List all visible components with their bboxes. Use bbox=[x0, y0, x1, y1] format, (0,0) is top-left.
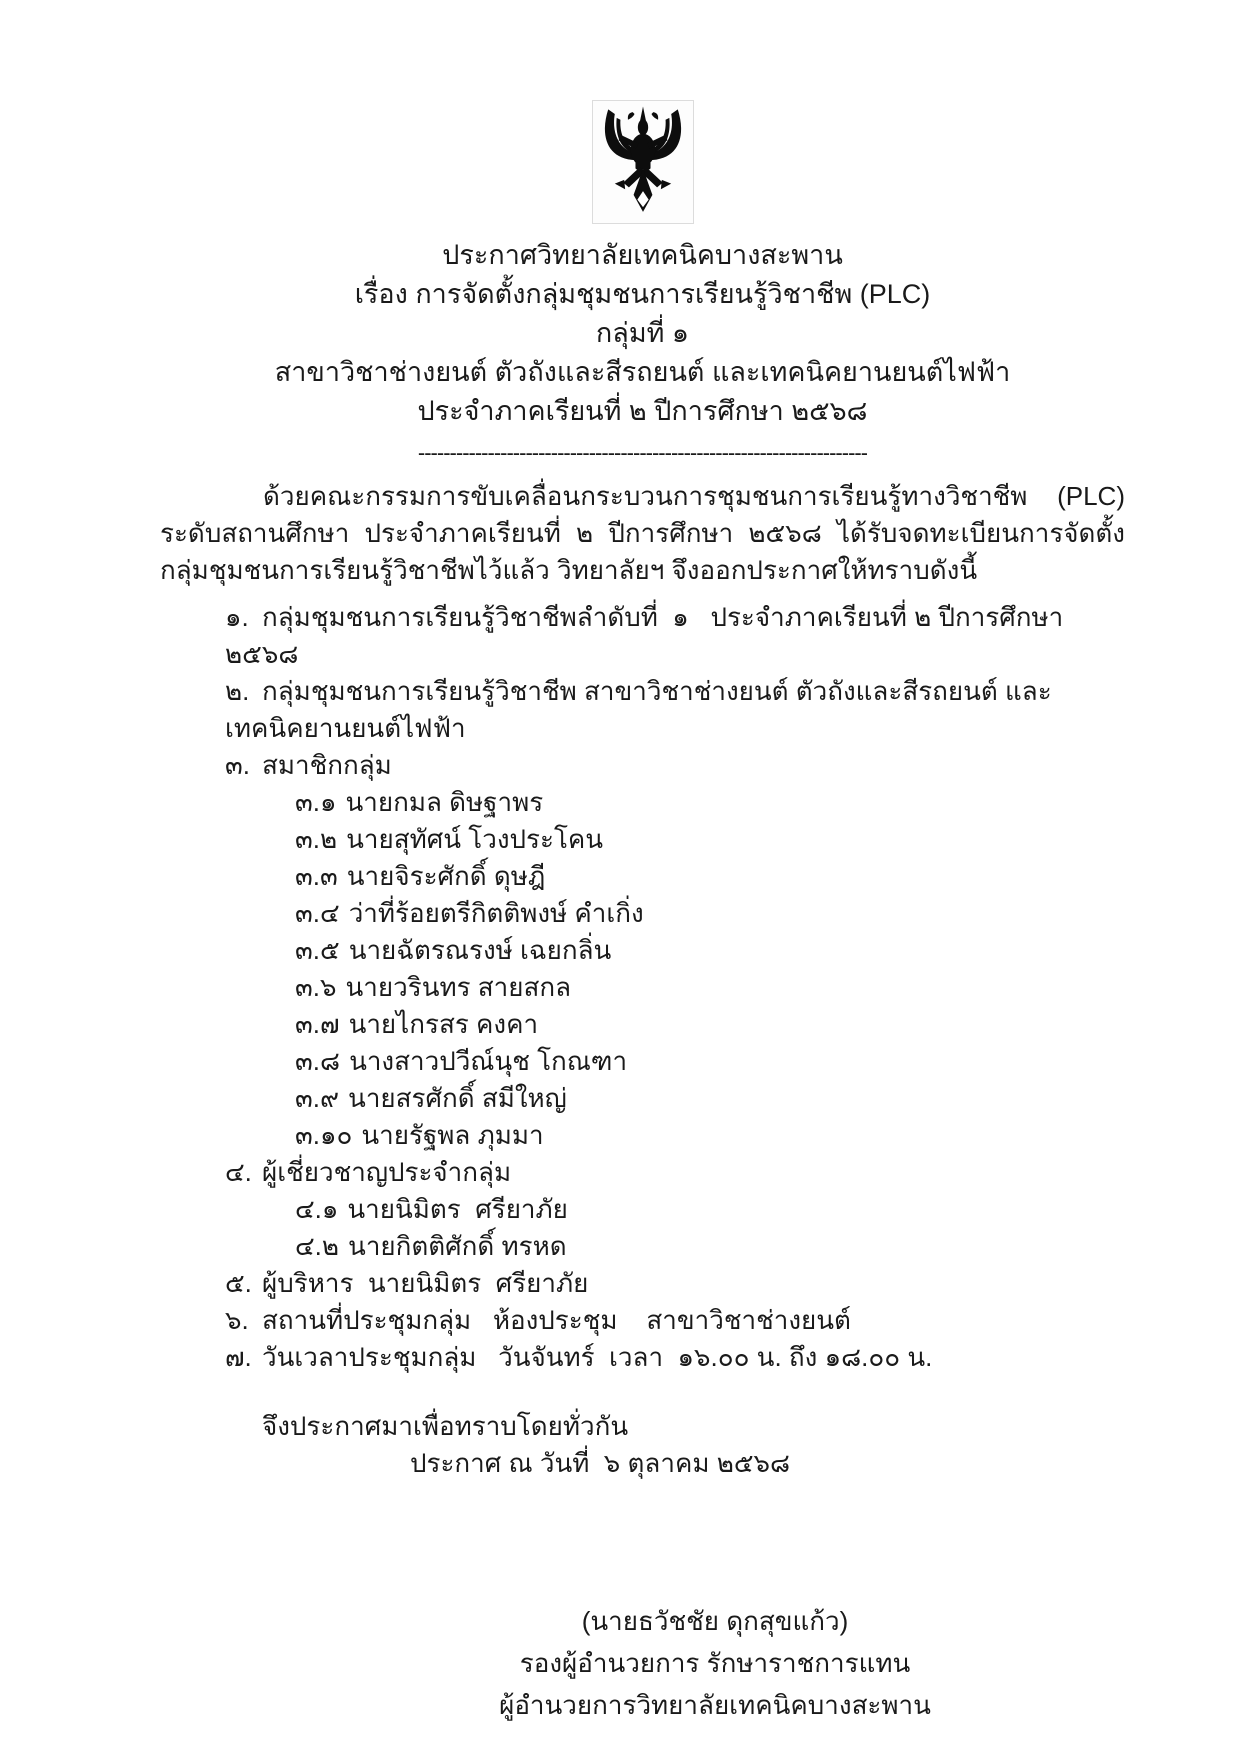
member-row-6 bbox=[295, 969, 1125, 1006]
list-item-text: วันเวลาประชุมกลุ่ม วันจันทร์ เวลา ๑๖.๐๐ น. ถึง ๑๘.๐๐ น. bbox=[262, 1342, 933, 1373]
expert-number: ๔.๒ bbox=[295, 1231, 340, 1262]
member-row-5 bbox=[295, 932, 1125, 969]
member-row-9 bbox=[295, 1080, 1125, 1117]
announcement-subject: เรื่อง การจัดตั้งกลุ่มชุมชนการเรียนรู้วิชาชีพ (PLC) bbox=[354, 279, 931, 309]
list-item-text: สมาชิกกลุ่ม bbox=[262, 750, 392, 781]
expert-row-1 bbox=[295, 1191, 1125, 1228]
member-row-4 bbox=[295, 895, 1125, 932]
member-number: ๓.๔ bbox=[295, 898, 340, 929]
signatory-title-2: ผู้อำนวยการวิทยาลัยเทคนิคบางสะพาน bbox=[499, 1690, 931, 1721]
closing-statement: จึงประกาศมาเพื่อทราบโดยทั่วกัน bbox=[262, 1411, 629, 1442]
member-number: ๓.๑๐ bbox=[295, 1120, 353, 1151]
list-item-2 bbox=[225, 673, 1125, 747]
member-number: ๓.๗ bbox=[295, 1009, 340, 1040]
intro-paragraph: ด้วยคณะกรรมการขับเคลื่อนกระบวนการชุมชนการเรียนรู้ทางวิชาชีพ (PLC) ระดับสถานศึกษา ประจำภาคเรียนที่ ๒ ปีการศึกษา ๒๕๖๘ ได้รับจดทะเบียนการจัดตั้งกลุ่มชุมชนการเรียนรู้วิชาชีพไว้แล้ว วิทยาลัยฯ จึงออกประกาศให้ทราบดังนี้ bbox=[160, 481, 1125, 586]
list-item-number: ๑. bbox=[225, 602, 249, 633]
member-row-2 bbox=[295, 821, 1125, 858]
member-name: นายสุทัศน์ โวงประโคน bbox=[346, 824, 604, 855]
list-item-7 bbox=[225, 1339, 1125, 1376]
signature-block bbox=[455, 1600, 975, 1726]
announcement-list bbox=[160, 599, 1125, 1376]
list-item-6 bbox=[225, 1302, 1125, 1339]
list-item-number: ๓. bbox=[225, 750, 250, 781]
list-item-number: ๖. bbox=[225, 1305, 249, 1336]
member-number: ๓.๕ bbox=[295, 935, 340, 966]
list-item-1 bbox=[225, 599, 1125, 673]
member-row-8 bbox=[295, 1043, 1125, 1080]
member-name: นางสาวปวีณ์นุช โกณฑา bbox=[349, 1046, 628, 1077]
member-name: นายกมล ดิษฐาพร bbox=[345, 787, 544, 818]
garuda-icon bbox=[596, 106, 690, 218]
list-item-text: ผู้บริหาร นายนิมิตร ศรียาภัย bbox=[262, 1268, 589, 1299]
semester-line: ประจำภาคเรียนที่ ๒ ปีการศึกษา ๒๕๖๘ bbox=[417, 396, 868, 426]
list-item-text: กลุ่มชุมชนการเรียนรู้วิชาชีพ สาขาวิชาช่างยนต์ ตัวถังและสีรถยนต์ และเทคนิคยานยนต์ไฟฟ้า bbox=[225, 676, 1052, 744]
member-number: ๓.๓ bbox=[295, 861, 338, 892]
member-name: นายจิระศักดิ์ ดุษฎี bbox=[346, 861, 546, 892]
member-name: ว่าที่ร้อยตรีกิตติพงษ์ คำเกิ่ง bbox=[348, 898, 644, 929]
list-item-number: ๒. bbox=[225, 676, 250, 707]
member-number: ๓.๑ bbox=[295, 787, 337, 818]
expert-number: ๔.๑ bbox=[295, 1194, 339, 1225]
member-name: นายวรินทร สายสกล bbox=[345, 972, 572, 1003]
member-row-3 bbox=[295, 858, 1125, 895]
announcement-title: ประกาศวิทยาลัยเทคนิคบางสะพาน bbox=[442, 240, 843, 270]
member-name: นายสรศักดิ์ สมีใหญ่ bbox=[348, 1083, 567, 1114]
expert-name: นายนิมิตร ศรียาภัย bbox=[347, 1194, 568, 1225]
list-item-number: ๕. bbox=[225, 1268, 252, 1299]
list-item-number: ๔. bbox=[225, 1157, 252, 1188]
member-number: ๓.๒ bbox=[295, 824, 338, 855]
garuda-emblem-image bbox=[592, 100, 694, 224]
list-item-text: กลุ่มชุมชนการเรียนรู้วิชาชีพลำดับที่ ๑ ประจำภาคเรียนที่ ๒ ปีการศึกษา ๒๕๖๘ bbox=[225, 602, 1071, 670]
member-name: นายรัฐพล ภุมมา bbox=[361, 1120, 544, 1151]
member-number: ๓.๖ bbox=[295, 972, 337, 1003]
member-name: นายไกรสร คงคา bbox=[348, 1009, 539, 1040]
member-row-10 bbox=[295, 1117, 1125, 1154]
list-item-text: ผู้เชี่ยวชาญประจำกลุ่ม bbox=[262, 1157, 512, 1188]
list-item-3 bbox=[225, 747, 1125, 784]
signatory-name: (นายธวัชชัย ดุกสุขแก้ว) bbox=[581, 1606, 849, 1637]
member-row-1 bbox=[295, 784, 1125, 821]
list-item-number: ๗. bbox=[225, 1342, 252, 1373]
expert-name: นายกิตติศักดิ์ ทรหด bbox=[348, 1231, 567, 1262]
member-name: นายฉัตรณรงษ์ เฉยกลิ่น bbox=[348, 935, 612, 966]
list-item-text: สถานที่ประชุมกลุ่ม ห้องประชุม สาขาวิชาช่างยนต์ bbox=[262, 1305, 851, 1336]
document-content bbox=[160, 100, 1125, 1726]
member-number: ๓.๙ bbox=[295, 1083, 340, 1114]
member-row-7 bbox=[295, 1006, 1125, 1043]
list-item-4 bbox=[225, 1154, 1125, 1191]
signatory-title-1: รองผู้อำนวยการ รักษาราชการแทน bbox=[519, 1648, 911, 1679]
department-line: สาขาวิชาช่างยนต์ ตัวถังและสีรถยนต์ และเทคนิคยานยนต์ไฟฟ้า bbox=[274, 357, 1011, 387]
announcement-date: ประกาศ ณ วันที่ ๖ ตุลาคม ๒๕๖๘ bbox=[410, 1448, 791, 1479]
expert-row-2 bbox=[295, 1228, 1125, 1265]
group-number-line: กลุ่มที่ ๑ bbox=[595, 318, 690, 348]
member-number: ๓.๘ bbox=[295, 1046, 341, 1077]
divider-line: ----------------------------------------------------------------------- bbox=[417, 440, 868, 466]
list-item-5 bbox=[225, 1265, 1125, 1302]
